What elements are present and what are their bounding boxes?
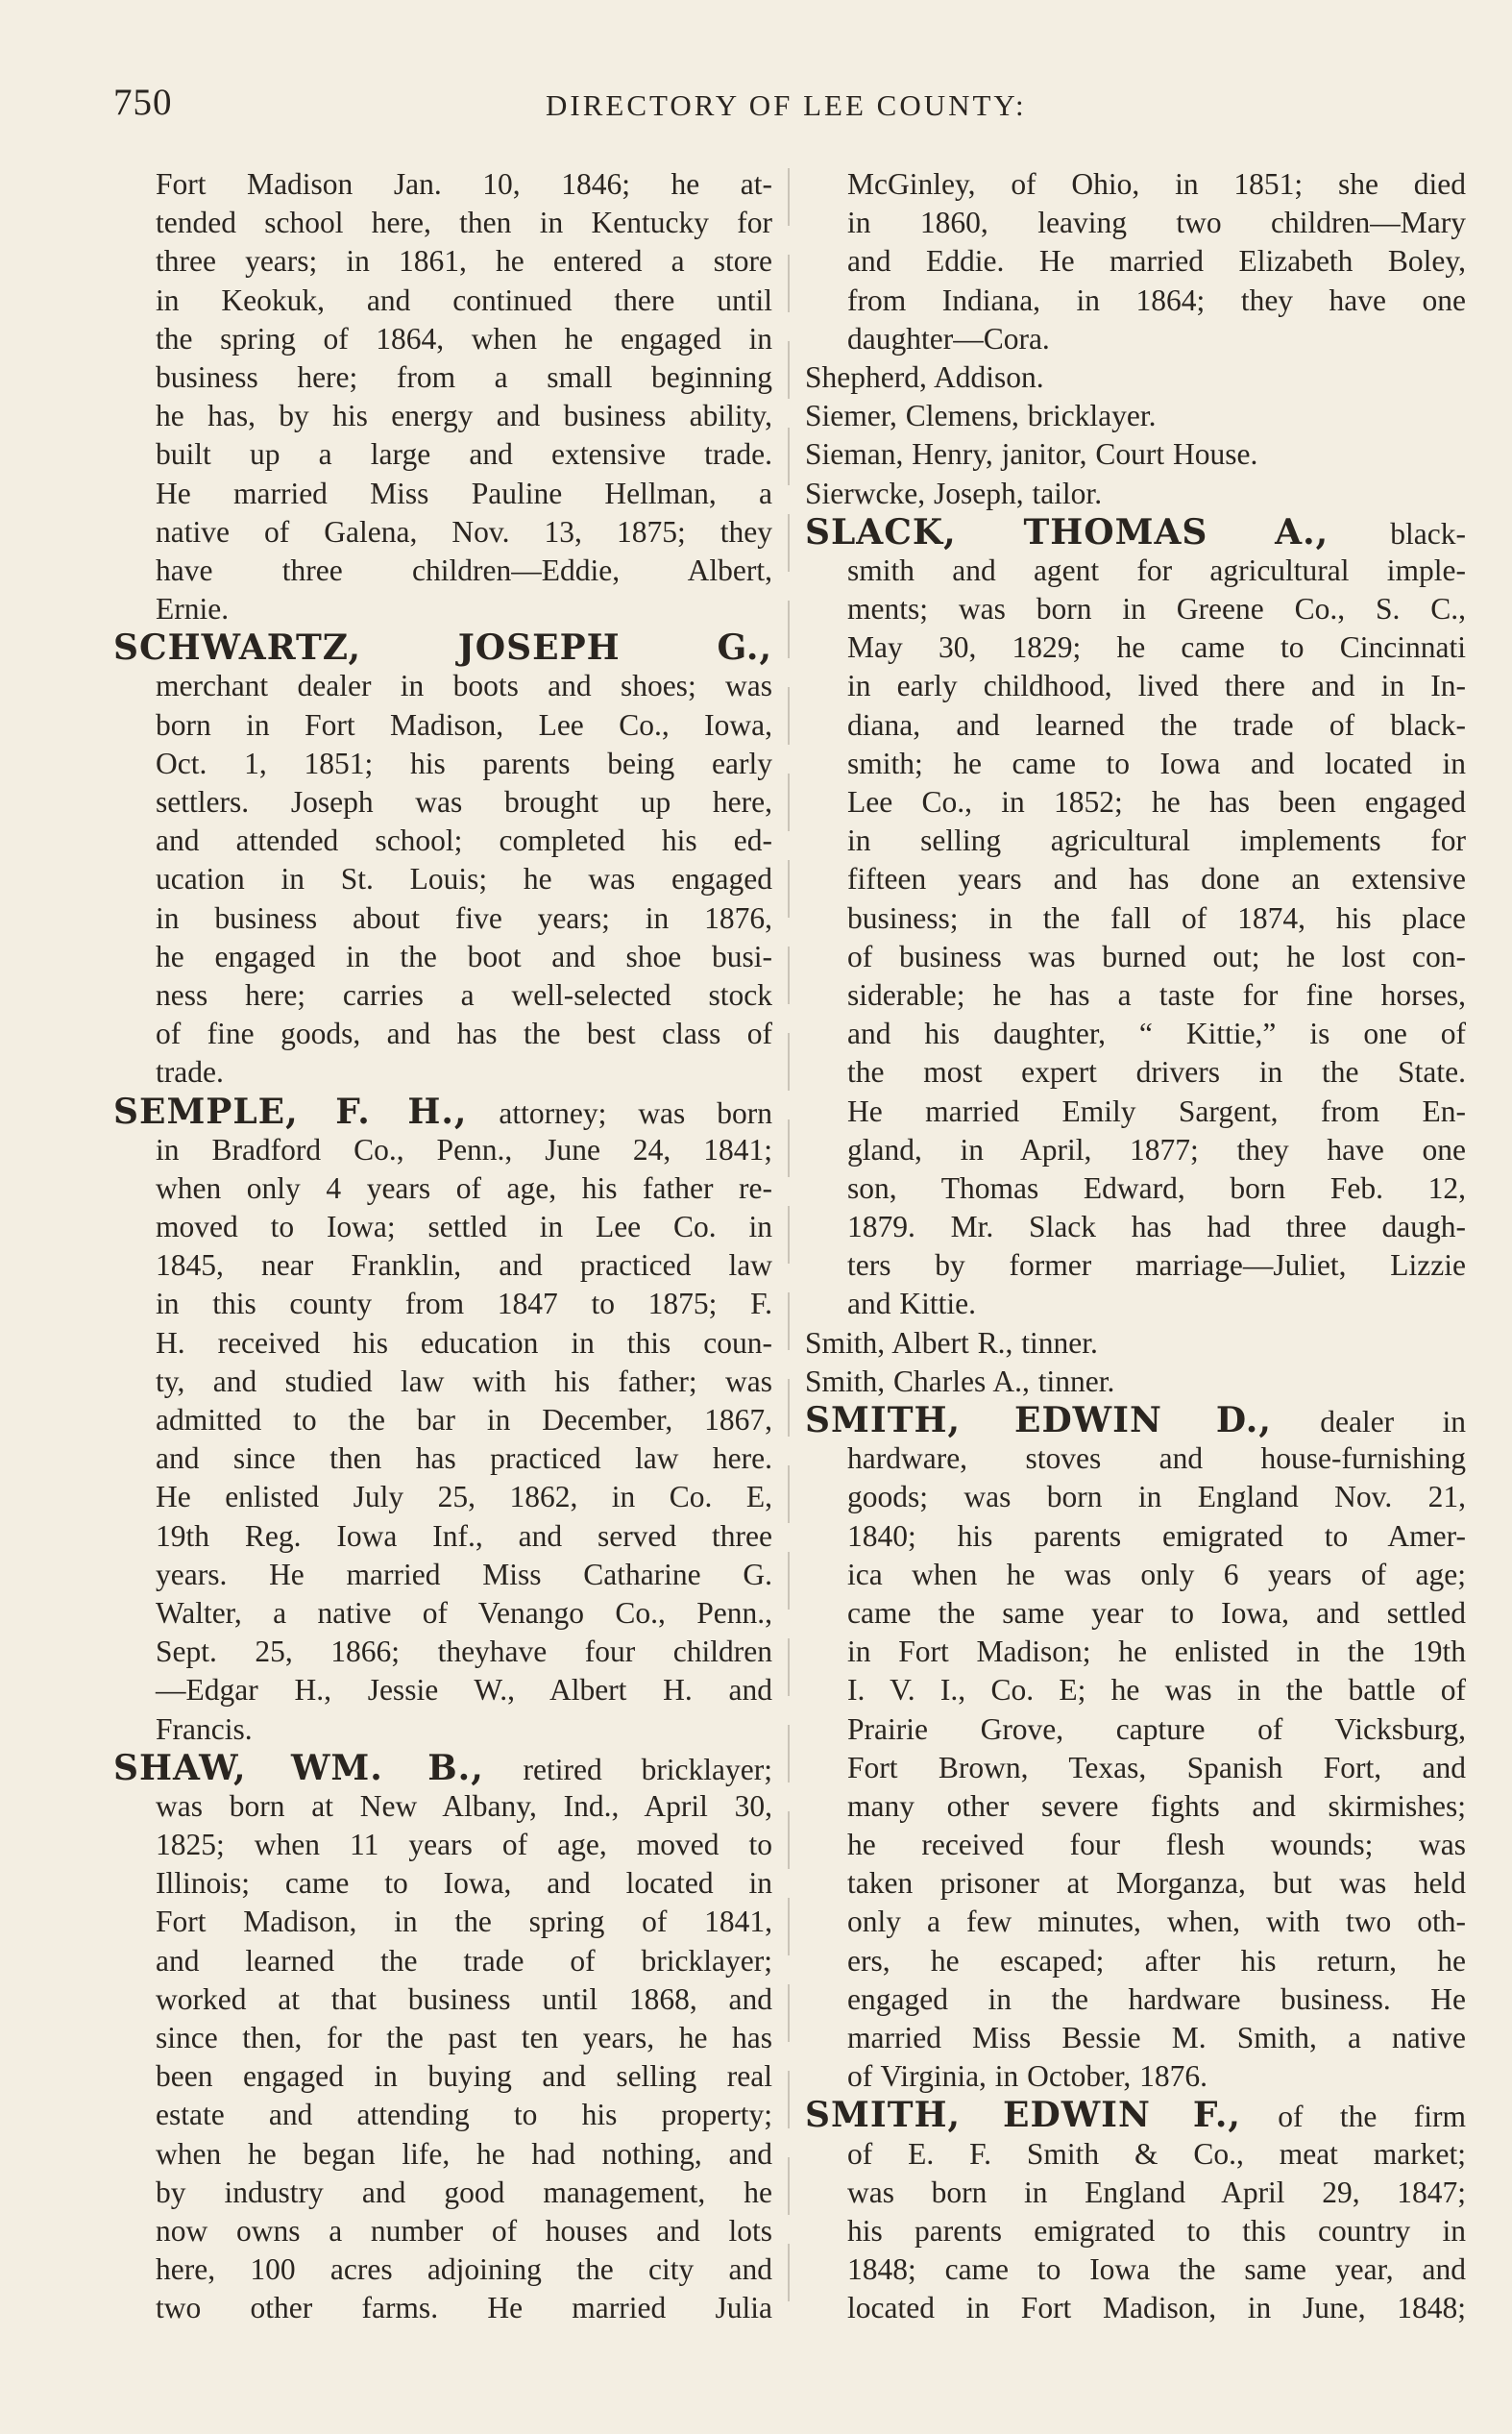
text-line: He married Emily Sargent, from En- — [847, 1094, 1466, 1128]
text-line: —Edgar H., Jessie W., Albert H. and — [156, 1673, 772, 1708]
text-line: he received four flesh wounds; was — [847, 1828, 1466, 1862]
text-line: diana, and learned the trade of black- — [847, 707, 1466, 742]
text-line: and since then has practiced law here. — [156, 1441, 772, 1476]
text-line: of business was burned out; he lost con- — [847, 939, 1466, 973]
text-line: in early childhood, lived there and in In- — [847, 669, 1466, 703]
text-line: Lee Co., in 1852; he has been engaged — [847, 785, 1466, 819]
text-line: located in Fort Madison, in June, 1848; — [847, 2291, 1466, 2325]
text-line: Illinois; came to Iowa, and located in — [156, 1866, 772, 1901]
text-line: and Eddie. He married Elizabeth Boley, — [847, 244, 1466, 279]
text-line: I. V. I., Co. E; he was in the battle of — [847, 1673, 1466, 1708]
text-line: was born at New Albany, Ind., April 30, — [156, 1788, 772, 1823]
text-line: estate and attending to his property; — [156, 2098, 772, 2132]
text-line: business; in the fall of 1874, his place — [847, 900, 1466, 935]
text-line: Prairie Grove, capture of Vicksburg, — [847, 1711, 1466, 1746]
text-line: 1825; when 11 years of age, moved to — [156, 1828, 772, 1862]
text-line: in business about five years; in 1876, — [156, 900, 772, 935]
text-line: Sierwcke, Joseph, tailor. — [805, 476, 1103, 510]
entry-text: attorney; was born — [467, 1095, 773, 1130]
text-line: his parents emigrated to this country in — [847, 2213, 1466, 2248]
text-line: ters by former marriage—Juliet, Lizzie — [847, 1248, 1466, 1283]
text-line: born in Fort Madison, Lee Co., Iowa, — [156, 707, 772, 742]
text-line: 1848; came to Iowa the same year, and — [847, 2252, 1466, 2287]
text-line: hardware, stoves and house-furnishing — [847, 1441, 1466, 1476]
text-line: engaged in the hardware business. He — [847, 1981, 1466, 2016]
text-line: of Virginia, in October, 1876. — [847, 2059, 1208, 2094]
text-line: the spring of 1864, when he engaged in — [156, 321, 772, 356]
text-line: he engaged in the boot and shoe busi- — [156, 939, 772, 973]
text-line: smith and agent for agricultural imple- — [847, 553, 1466, 587]
text-line: McGinley, of Ohio, in 1851; she died — [847, 167, 1466, 201]
left-column — [113, 165, 772, 2328]
text-line: many other severe fights and skirmishes; — [847, 1788, 1466, 1823]
text-line: when only 4 years of age, his father re- — [156, 1170, 772, 1205]
page-header — [113, 81, 1416, 138]
text-line: Sieman, Henry, janitor, Court House. — [805, 437, 1258, 472]
text-line: business here; from a small beginning — [156, 359, 772, 394]
text-line: moved to Iowa; settled in Lee Co. in — [156, 1210, 772, 1244]
text-line: in this county from 1847 to 1875; F. — [156, 1287, 772, 1321]
entry-text: black- — [1329, 516, 1466, 551]
entry-name: SLACK, THOMAS A., — [805, 511, 1329, 553]
entry-heading-line — [113, 1749, 772, 1787]
text-line: Fort Madison, in the spring of 1841, — [156, 1905, 772, 1939]
text-line: Smith, Albert R., tinner. — [805, 1325, 1098, 1360]
text-line: Siemer, Clemens, bricklayer. — [805, 399, 1157, 433]
text-line: in Bradford Co., Penn., June 24, 1841; — [156, 1132, 772, 1167]
text-line: ers, he escaped; after his return, he — [847, 1943, 1466, 1978]
entry-name: SCHWARTZ, JOSEPH G., — [113, 627, 772, 669]
text-line: smith; he came to Iowa and located in — [847, 746, 1466, 780]
text-line: May 30, 1829; he came to Cincinnati — [847, 630, 1466, 665]
text-line: Fort Brown, Texas, Spanish Fort, and — [847, 1750, 1466, 1784]
text-line: when he began life, he had nothing, and — [156, 2136, 772, 2171]
text-line: of E. F. Smith & Co., meat market; — [847, 2136, 1466, 2171]
page-number: 750 — [113, 82, 173, 123]
text-line: ments; was born in Greene Co., S. C., — [847, 592, 1466, 627]
entry-heading-line — [805, 513, 1466, 552]
text-line: ness here; carries a well-selected stock — [156, 977, 772, 1012]
text-line: 1879. Mr. Slack has had three daugh- — [847, 1210, 1466, 1244]
text-line: He enlisted July 25, 1862, in Co. E, — [156, 1480, 772, 1514]
text-line: siderable; he has a taste for fine horses, — [847, 977, 1466, 1012]
text-line: came the same year to Iowa, and settled — [847, 1595, 1466, 1630]
text-line: worked at that business until 1868, and — [156, 1981, 772, 2016]
text-line: ica when he was only 6 years of age; — [847, 1557, 1466, 1591]
text-line: goods; was born in England Nov. 21, — [847, 1480, 1466, 1514]
text-line: was born in England April 29, 1847; — [847, 2175, 1466, 2209]
text-line: and his daughter, “ Kittie,” is one of — [847, 1017, 1466, 1051]
text-line: here, 100 acres adjoining the city and — [156, 2252, 772, 2287]
text-line: in 1860, leaving two children—Mary — [847, 206, 1466, 240]
text-line: in Fort Madison; he enlisted in the 19th — [847, 1635, 1466, 1669]
text-line: in Keokuk, and continued there until — [156, 283, 772, 317]
text-line: settlers. Joseph was brought up here, — [156, 785, 772, 819]
text-line: and learned the trade of bricklayer; — [156, 1943, 772, 1978]
text-line: ucation in St. Louis; he was engaged — [156, 862, 772, 897]
text-line: from Indiana, in 1864; they have one — [847, 283, 1466, 317]
text-line: son, Thomas Edward, born Feb. 12, — [847, 1170, 1466, 1205]
text-line: Francis. — [156, 1711, 253, 1746]
entry-text: retired bricklayer; — [483, 1752, 772, 1786]
text-line: He married Miss Pauline Hellman, a — [156, 476, 772, 510]
text-line: by industry and good management, he — [156, 2175, 772, 2209]
text-line: Smith, Charles A., tinner. — [805, 1364, 1115, 1398]
running-title: DIRECTORY OF LEE COUNTY: — [546, 88, 1027, 122]
entry-heading-line — [805, 1401, 1466, 1439]
text-line: and attended school; completed his ed- — [156, 824, 772, 858]
text-line: Oct. 1, 1851; his parents being early — [156, 746, 772, 780]
text-line: been engaged in buying and selling real — [156, 2059, 772, 2094]
text-line: since then, for the past ten years, he has — [156, 2021, 772, 2054]
text-line: tended school here, then in Kentucky for — [156, 206, 772, 240]
text-line: fifteen years and has done an extensive — [847, 862, 1466, 897]
text-line: Walter, a native of Venango Co., Penn., — [156, 1595, 772, 1630]
text-line: of fine goods, and has the best class of — [156, 1017, 772, 1051]
text-line: 19th Reg. Iowa Inf., and served three — [156, 1518, 772, 1553]
text-line: he has, by his energy and business ability, — [156, 399, 772, 433]
text-line: native of Galena, Nov. 13, 1875; they — [156, 514, 772, 549]
text-line: admitted to the bar in December, 1867, — [156, 1403, 772, 1437]
entry-name: SHAW, WM. B., — [113, 1747, 484, 1788]
entry-heading-line — [113, 628, 772, 667]
text-line: ty, and studied law with his father; was — [156, 1364, 772, 1398]
column-divider — [788, 168, 790, 2321]
text-line: built up a large and extensive trade. — [156, 437, 772, 472]
text-line: now owns a number of houses and lots — [156, 2213, 772, 2248]
text-line: three years; in 1861, he entered a store — [156, 244, 772, 279]
text-line: married Miss Bessie M. Smith, a native — [847, 2021, 1466, 2054]
text-line: Fort Madison Jan. 10, 1846; he at- — [156, 167, 772, 201]
entry-name: SMITH, EDWIN D., — [805, 1400, 1272, 1440]
text-line: gland, in April, 1877; they have one — [847, 1132, 1466, 1167]
text-line: Shepherd, Addison. — [805, 359, 1044, 394]
text-line: trade. — [156, 1055, 224, 1090]
text-line: daughter—Cora. — [847, 321, 1050, 356]
text-line: Ernie. — [156, 592, 230, 627]
text-line: 1840; his parents emigrated to Amer- — [847, 1518, 1466, 1553]
text-line: 1845, near Franklin, and practiced law — [156, 1248, 772, 1283]
right-column — [805, 165, 1466, 2328]
text-line: taken prisoner at Morganza, but was held — [847, 1866, 1466, 1901]
text-line: the most expert drivers in the State. — [847, 1055, 1466, 1090]
text-line: merchant dealer in boots and shoes; was — [156, 669, 772, 703]
text-line: and Kittie. — [847, 1287, 976, 1321]
entry-text: of the firm — [1240, 2100, 1466, 2134]
text-line: in selling agricultural implements for — [847, 824, 1466, 858]
entry-name: SMITH, EDWIN F., — [805, 2095, 1241, 2136]
entry-name: SEMPLE, F. H., — [113, 1091, 468, 1132]
text-line: years. He married Miss Catharine G. — [156, 1557, 772, 1591]
entry-text: dealer in — [1271, 1405, 1466, 1438]
text-line: Sept. 25, 1866; theyhave four children — [156, 1635, 772, 1669]
text-line: have three children—Eddie, Albert, — [156, 553, 772, 587]
text-line: only a few minutes, when, with two oth- — [847, 1905, 1466, 1939]
text-line: H. received his education in this coun- — [156, 1325, 772, 1360]
entry-heading-line — [805, 2096, 1466, 2134]
entry-heading-line — [113, 1093, 772, 1131]
text-line: two other farms. He married Julia — [156, 2291, 772, 2325]
